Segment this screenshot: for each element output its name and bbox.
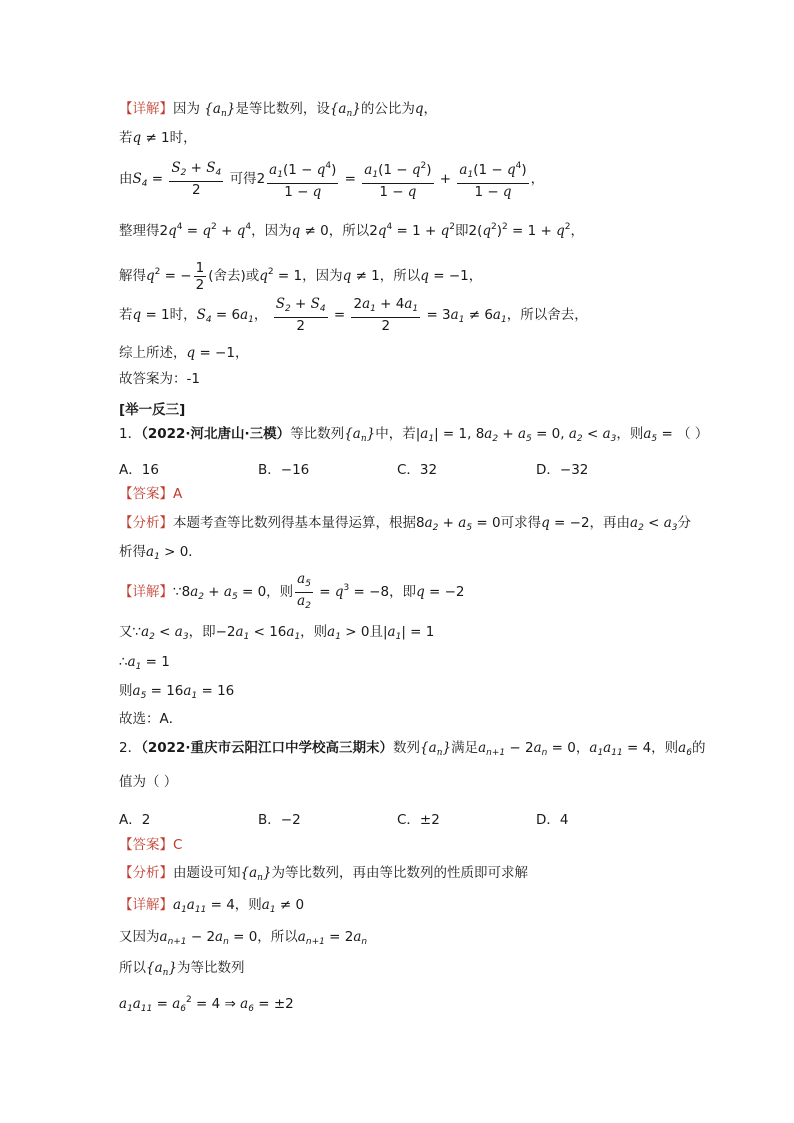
question-2-stem-cont: 值为（ ） <box>119 774 178 790</box>
detail-tag: 【详解】 <box>119 101 173 117</box>
detail-line-6: 若q = 1时，$S_4 = 6a_1$， $\frac{S_2 + S_4}{2}$ = $\frac{2a_1 + 4a_1}{2}$ = $3a_1 \ne 6a_1$，所以舍去， <box>119 296 588 334</box>
q1-detail-line-3: $\therefore a_1 = 1$ <box>119 654 170 672</box>
q1-answer: 【答案】A <box>119 486 183 502</box>
section-heading: [举一反三] <box>119 402 186 418</box>
q1-option-a: A．16 <box>119 462 159 478</box>
q2-option-d: D．4 <box>536 812 569 828</box>
q2-analysis: 【分析】由题设可知$\{a_n\}$为等比数列，再由等比数列的性质即可求解 <box>119 865 529 883</box>
q1-option-d: D．−32 <box>536 462 589 478</box>
question-1-stem: 1．（2022·河北唐山·三模）等比数列$\{a_n\}$中，若$|a_1| = 1$, $8a_2 + a_5 = 0$, $a_2 < a_3$，则$a_5$ = （ ） <box>119 426 709 444</box>
question-1-source: （2022·河北唐山·三模） <box>141 426 291 442</box>
q2-detail-line-4: $a_1a_{11} = a_6^2 = 4$ ⇒ $a_6 = \pm 2$ <box>119 995 294 1014</box>
q1-detail-line-2: 又$\because a_2 < a_3$，即$-2a_1 < 16a_1$，则$a_1 > 0$且$|a_1| = 1$ <box>119 624 435 642</box>
q2-option-b: B．−2 <box>258 812 301 828</box>
q1-detail-line-4: 则$a_5 = 16a_1 = 16$ <box>119 683 235 701</box>
q2-answer: 【答案】C <box>119 837 183 853</box>
q1-option-b: B．−16 <box>258 462 310 478</box>
question-2-source: （2022·重庆市云阳江口中学校高三期末） <box>141 740 394 756</box>
detail-line-1: 【详解】因为 $\{a_n\}$是等比数列，设$\{a_n\}$的公比为q， <box>119 101 438 119</box>
q2-detail-line-1: 【详解】$a_1a_{11} = 4$，则$a_1 \ne 0$ <box>119 897 305 915</box>
detail-line-4: 整理得$2q^4 = q^2 + q^4$，因为q ≠ 0，所以$2q^4 = 1 + q^2$即$2(q^2)^2 = 1 + q^2$， <box>119 222 585 239</box>
q2-detail-line-2: 又因为$a_{n+1} - 2a_n = 0$，所以$a_{n+1} = 2a_n$ <box>119 929 368 947</box>
q2-detail-line-3: 所以$\{a_n\}$为等比数列 <box>119 960 245 978</box>
q1-analysis-line-1: 【分析】本题考查等比数列得基本量得运算，根据$8a_2 + a_5 = 0$可求得q = −2，再由$a_2 < a_3$分 <box>119 515 692 533</box>
q2-option-a: A．2 <box>119 812 151 828</box>
q2-option-c: C．±2 <box>397 812 440 828</box>
q1-choose: 故选：A． <box>119 711 183 727</box>
q1-analysis-line-2: 析得$a_1 > 0$． <box>119 544 202 562</box>
q1-detail-line-1: 【详解】$\because 8a_2 + a_5 = 0$，则 $\frac{a_5}{a_2}$ = $q^3 = -8$，即q = −2 <box>119 570 465 611</box>
final-answer-line: 故答案为：-1 <box>119 371 200 387</box>
question-2-stem: 2．（2022·重庆市云阳江口中学校高三期末）数列$\{a_n\}$满足$a_{n+1} - 2a_n = 0$，$a_1a_{11} = 4$，则$a_6$的 <box>119 740 706 758</box>
detail-line-3: 由$S_4$ = $\frac{S_2 + S_4}{2}$ 可得2 $\frac{a_1(1 - q^4)}{1 - q}$ = $\frac{a_1(1 - q^2)}{1 - q}$ + $\frac{a_1(1 - q^4)}{1 - q}$ ， <box>119 160 545 200</box>
detail-line-7: 综上所述，q = −1， <box>119 345 249 361</box>
detail-line-5: 解得$q^2$ = − $\frac{1}{2}$ (舍去)或$q^2 = 1$，因为q ≠ 1，所以q = −1， <box>119 259 483 293</box>
q1-option-c: C．32 <box>397 462 438 478</box>
detail-line-2: 若q ≠ 1时， <box>119 130 197 146</box>
